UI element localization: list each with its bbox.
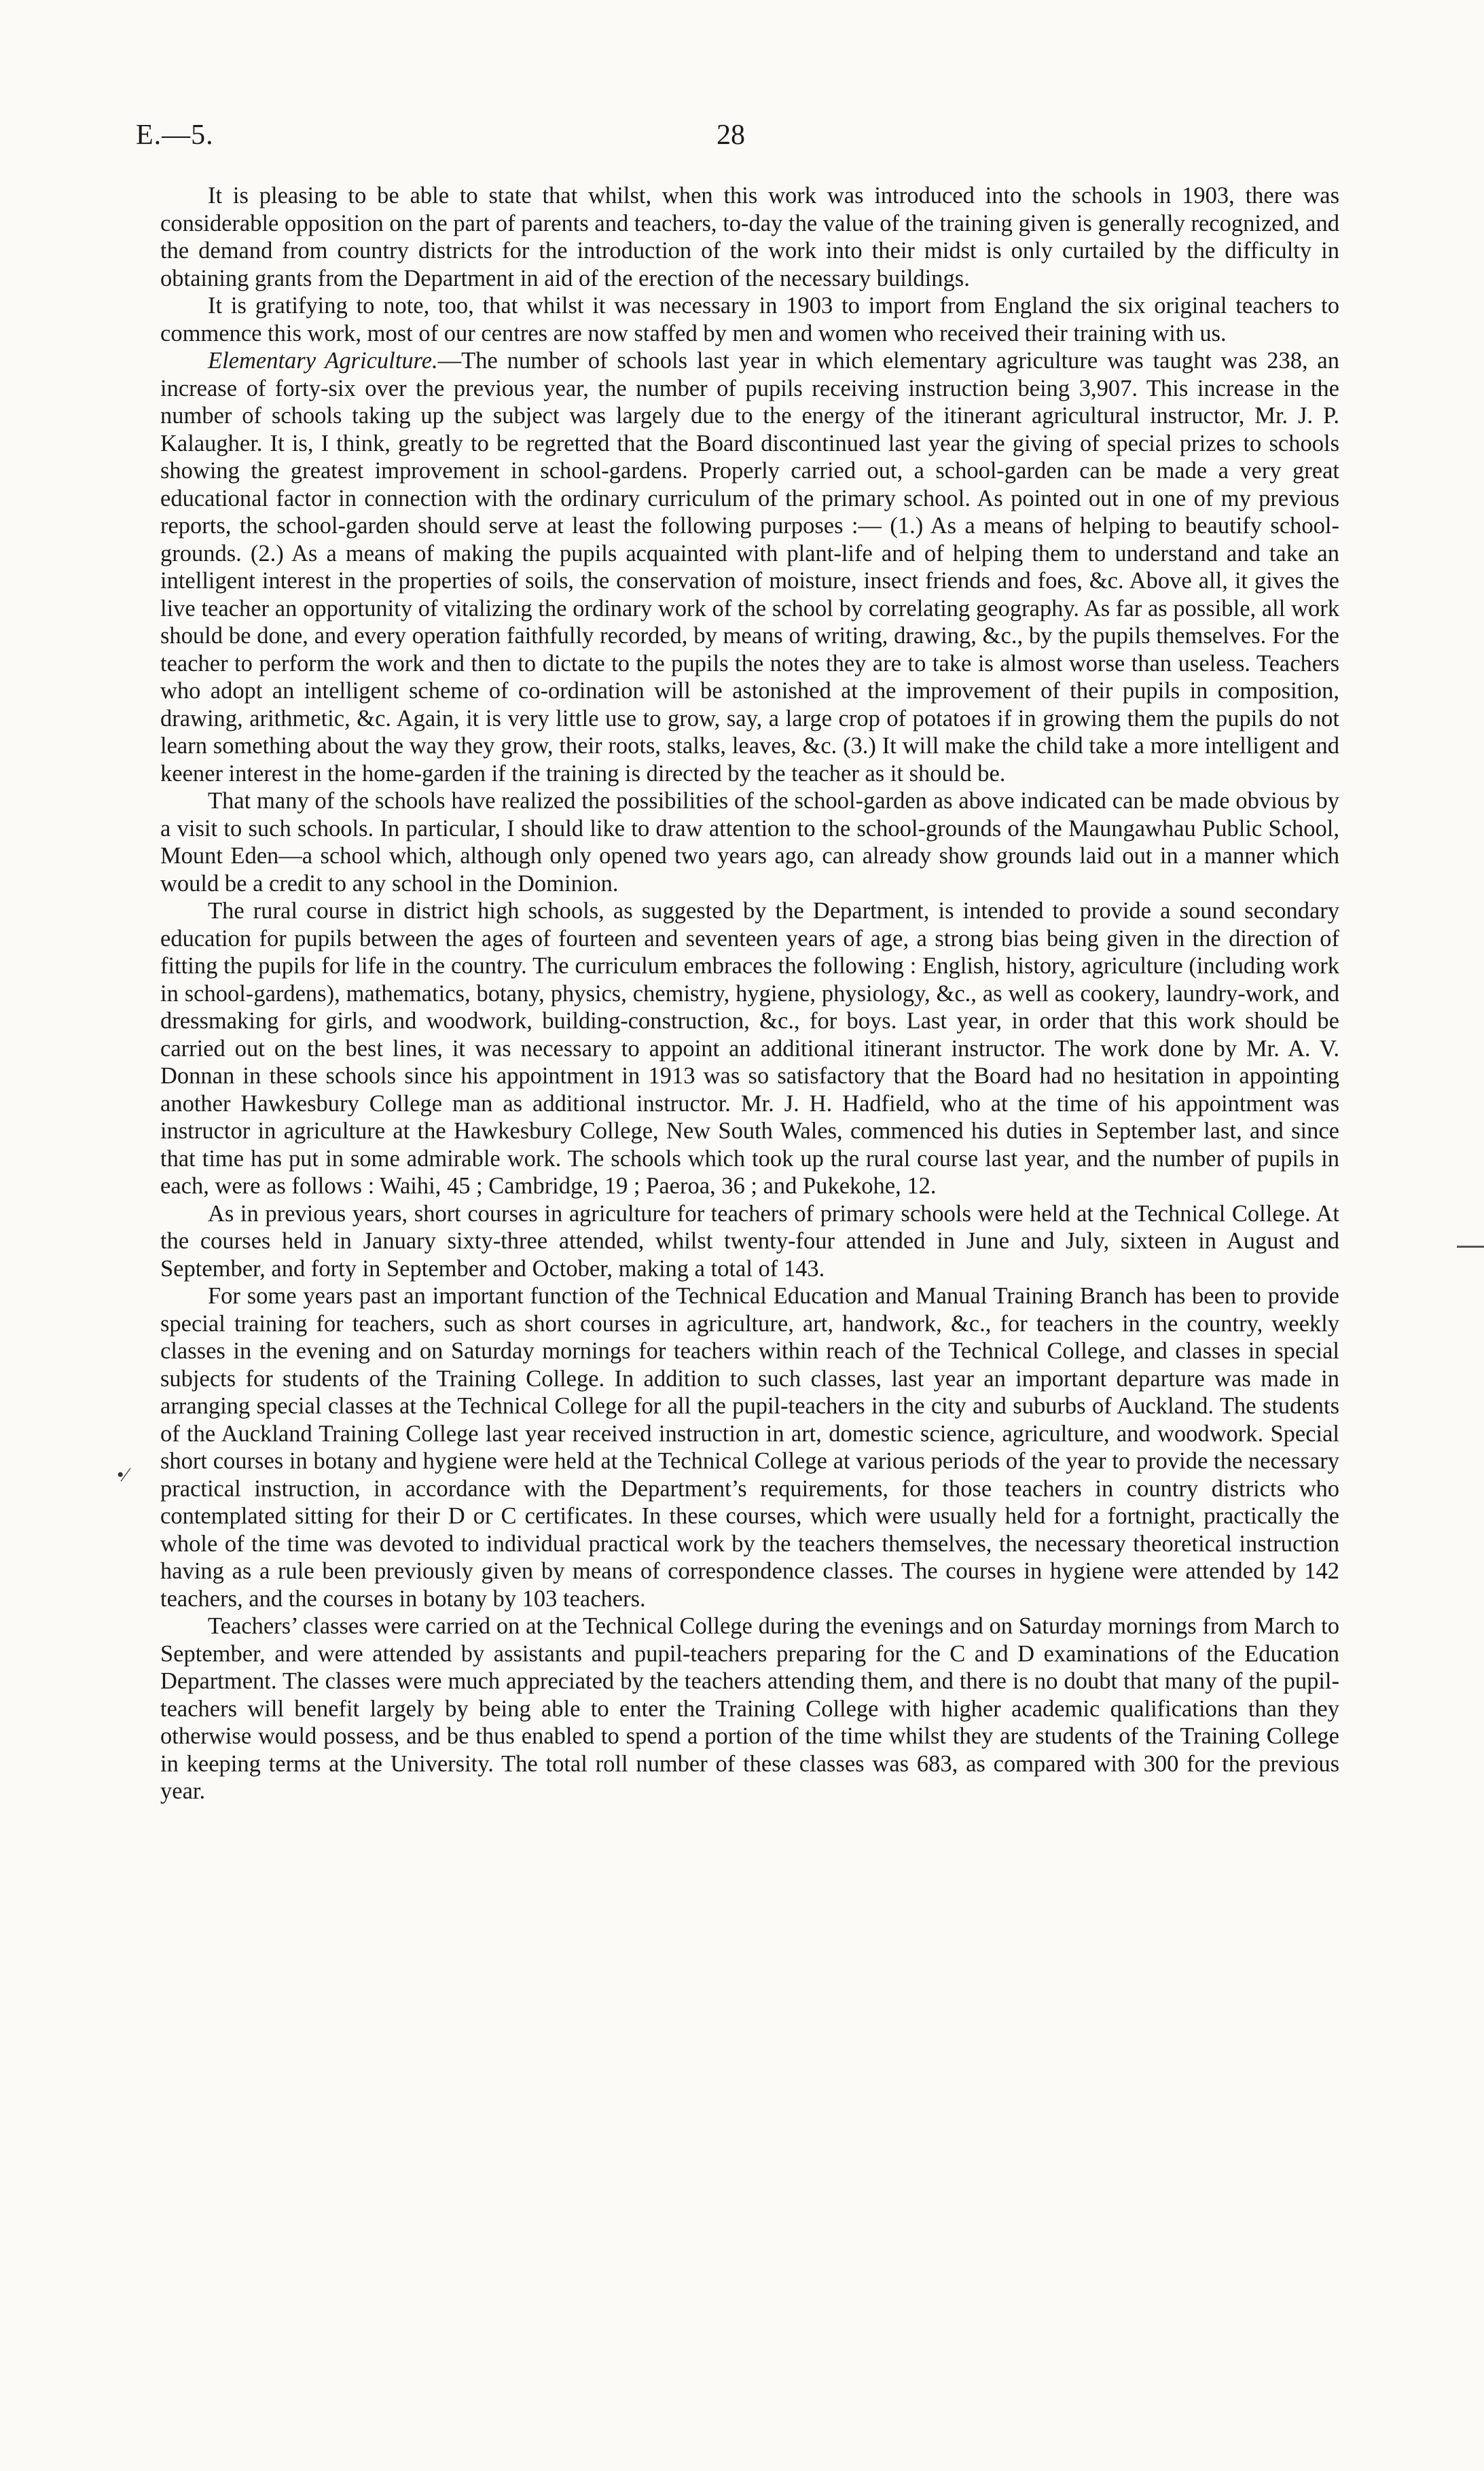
paragraph-school-gardens: That many of the schools have realized the possibilities of the school-garden as above indicated can be made obvious by a visit to such schools. In particular, I should like to draw attention to the school-grounds of the Maungawhau Public School, Mount Eden—a school which, although only opened two years ago, can already show grounds laid out in a manner which would be a credit to any school in the Dominion. <box>160 788 1339 897</box>
series-code: E.—5. <box>136 120 214 151</box>
paragraph-teacher-staffing: It is gratifying to note, too, that whilst it was necessary in 1903 to import from England the six original teachers to commence this work, most of our centres are now staffed by men and women who received their training with us. <box>160 293 1339 346</box>
margin-ink-mark: •⁄ <box>117 1464 128 1486</box>
paragraph-teacher-training: For some years past an important function of the Technical Education and Manual Training Branch has been to provide special training for teachers, such as short courses in agriculture, art, handwork, &c., for teachers in the country, weekly classes in the evening and on Saturday mornings for teachers within reach of the Technical College, and classes in special subjects for students of the Training College. In addition to such classes, last year an important departure was made in arranging special classes at the Technical College for all the pupil-teachers in the city and suburbs of Auckland. The students of the Auckland Training College last year received instruction in art, domestic science, agriculture, and woodwork. Special short courses in botany and hygiene were held at the Technical College at various periods of the year to provide the necessary practical instruction, in accordance with the Department’s requirements, for those teachers in country districts who contemplated sitting for their D or C certificates. In these courses, which were usually held for a fortnight, practically the whole of the time was devoted to individual practical work by the teachers themselves, the necessary theoretical instruction having as a rule been previously given by means of correspondence classes. The courses in hygiene were attended by 142 teachers, and the courses in botany by 103 teachers. <box>160 1283 1339 1612</box>
body-text <box>160 182 1339 1805</box>
page-header <box>136 119 1345 160</box>
paragraph-elementary-agriculture: Elementary Agriculture.—The number of schools last year in which elementary agriculture was taught was 238, an increase of forty-six over the previous year, the number of pupils receiving instruction being 3,907. This increase in the number of schools taking up the subject was largely due to the energy of the itinerant agricultural instructor, Mr. J. P. Kalaugher. It is, I think, greatly to be regretted that the Board discontinued last year the giving of special prizes to schools showing the greatest improvement in school-gardens. Properly carried out, a school-garden can be made a very great educational factor in connection with the ordinary curriculum of the primary school. As pointed out in one of my previous reports, the school-garden should serve at least the following purposes :— (1.) As a means of helping to beautify school-grounds. (2.) As a means of making the pupils acquainted with plant-life and of helping them to understand and take an intelligent interest in the properties of soils, the conservation of moisture, insect friends and foes, &c. Above all, it gives the live teacher an opportunity of vitalizing the ordinary work of the school by correlating geography. As far as possible, all work should be done, and every operation faithfully recorded, by means of writing, drawing, &c., by the pupils themselves. For the teacher to perform the work and then to dictate to the pupils the notes they are to take is almost worse than useless. Teachers who adopt an intelligent scheme of co-ordination will be astonished at the improvement of their pupils in composition, drawing, arithmetic, &c. Again, it is very little use to grow, say, a large crop of potatoes if in growing them the pupils do not learn something about the way they grow, their roots, stalks, leaves, &c. (3.) It will make the child take a more intelligent and keener interest in the home-garden if the training is directed by the teacher as it should be. <box>160 348 1339 787</box>
section-heading-elementary-agriculture: Elementary Agriculture. <box>208 348 438 374</box>
page-number: 28 <box>717 120 745 151</box>
paragraph-manual-training-acceptance: It is pleasing to be able to state that whilst, when this work was introduced into the schools in 1903, there was considerable opposition on the part of parents and teachers, to-day the value of the training given is generally recognized, and the demand from country districts for the introduction of the work into their midst is only curtailed by the difficulty in obtaining grants from the Department in aid of the erection of the necessary buildings. <box>160 183 1339 291</box>
paragraph-short-courses: As in previous years, short courses in agriculture for teachers of primary schools were held at the Technical College. At the courses held in January sixty-three attended, whilst twenty-four attended in June and July, sixteen in August and September, and forty in September and October, making a total of 143. <box>160 1200 1339 1282</box>
margin-dash <box>1457 1246 1484 1248</box>
paragraph-rural-course: The rural course in district high schools, as suggested by the Department, is intended to provide a sound secondary education for pupils between the ages of fourteen and seventeen years of age, a strong bias being given in the direction of fitting the pupils for life in the country. The curriculum embraces the following : English, history, agriculture (including work in school-gardens), mathematics, botany, physics, chemistry, hygiene, physiology, &c., as well as cookery, laundry-work, and dressmaking for girls, and woodwork, building-construction, &c., for boys. Last year, in order that this work should be carried out on the best lines, it was necessary to appoint an additional itinerant instructor. The work done by Mr. A. V. Donnan in these schools since his appointment in 1913 was so satisfactory that the Board had no hesitation in appointing another Hawkesbury College man as additional instructor. Mr. J. H. Hadfield, who at the time of his appointment was instructor in agriculture at the Hawkesbury College, New South Wales, commenced his duties in September last, and since that time has put in some admirable work. The schools which took up the rural course last year, and the number of pupils in each, were as follows : Waihi, 45 ; Cambridge, 19 ; Paeroa, 36 ; and Pukekohe, 12. <box>160 898 1339 1199</box>
paragraph-teachers-classes: Teachers’ classes were carried on at the Technical College during the evenings and on Saturday mornings from March to September, and were attended by assistants and pupil-teachers preparing for the C and D examinations of the Education Department. The classes were much appreciated by the teachers attending them, and there is no doubt that many of the pupil-teachers will benefit largely by being able to enter the Training College with higher academic qualifications than they otherwise would possess, and be thus enabled to spend a portion of the time whilst they are students of the Training College in keeping terms at the University. The total roll number of these classes was 683, as compared with 300 for the previous year. <box>160 1613 1339 1804</box>
